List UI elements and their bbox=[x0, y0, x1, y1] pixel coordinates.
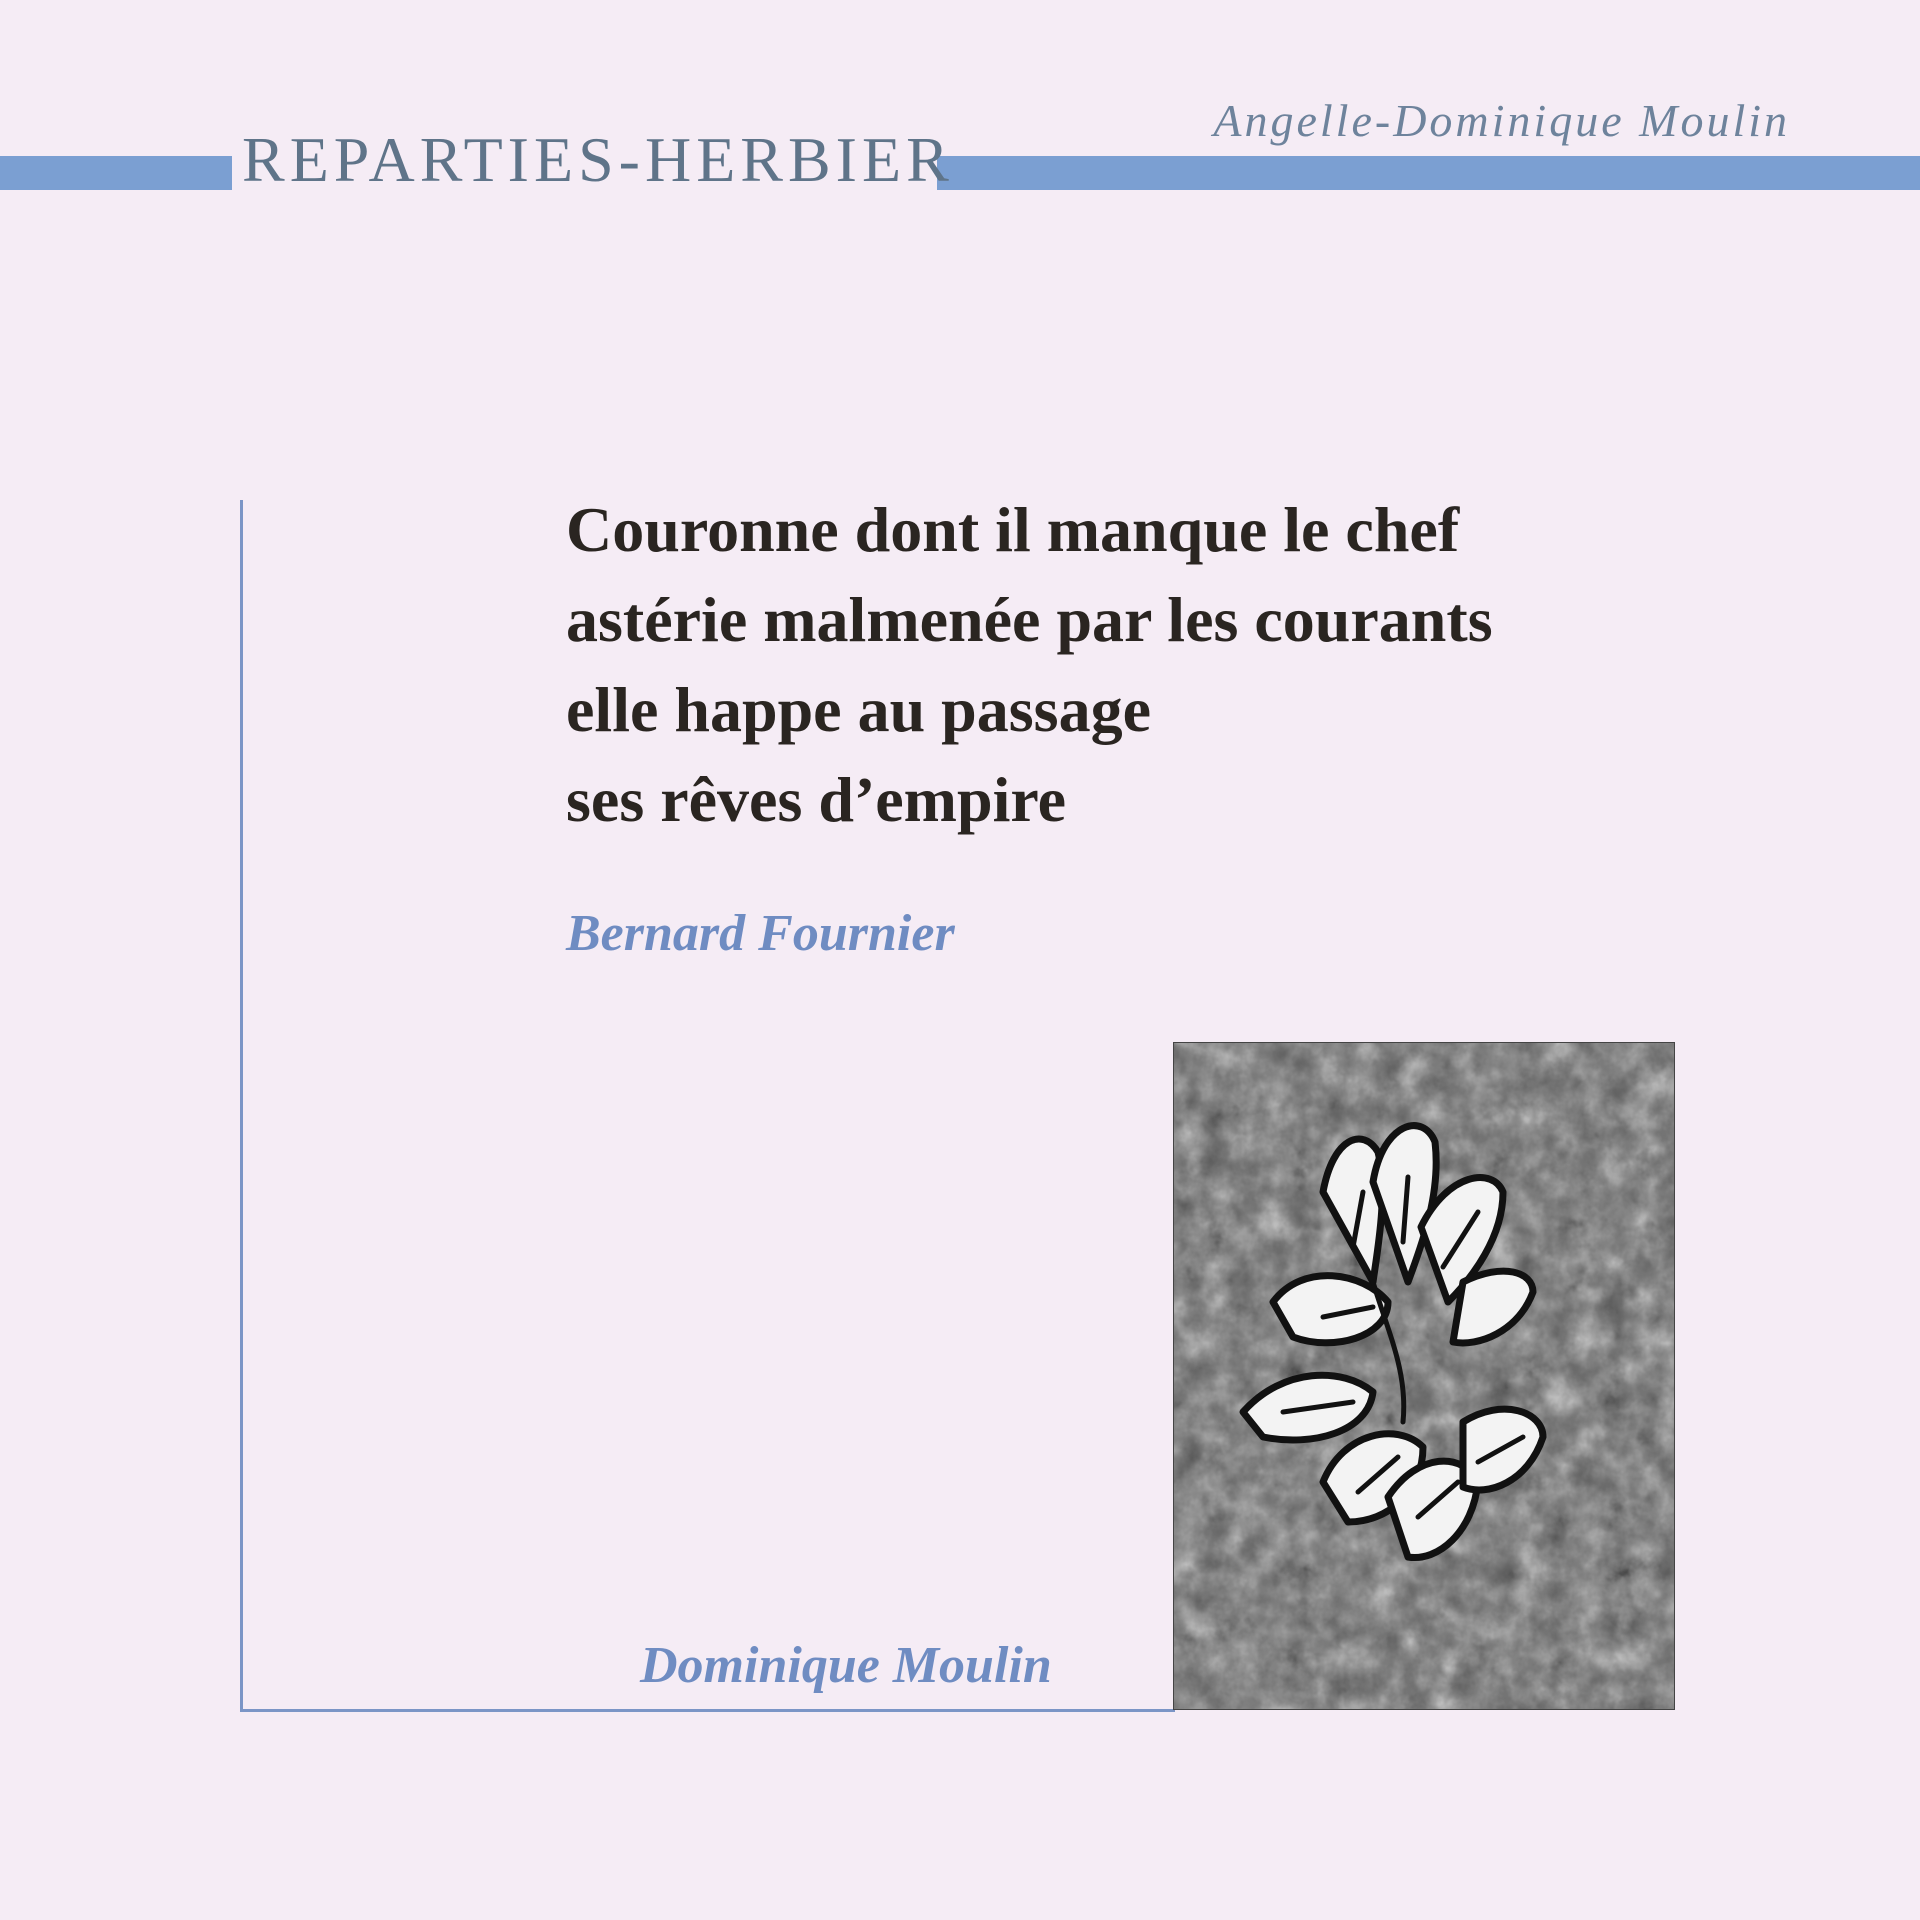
poem-line-1: Couronne dont il manque le chef bbox=[566, 494, 1460, 565]
collection-title: REPARTIES-HERBIER bbox=[242, 124, 954, 195]
poem-author: Bernard Fournier bbox=[566, 905, 955, 962]
poem-line-4: ses rêves d’empire bbox=[566, 764, 1066, 835]
poem-line-2: astérie malmenée par les courants bbox=[566, 584, 1493, 655]
flower-print-artwork bbox=[1173, 1042, 1675, 1710]
poem-line-3: elle happe au passage bbox=[566, 674, 1151, 745]
illustrator-name: Dominique Moulin bbox=[640, 1637, 1052, 1694]
series-author: Angelle-Dominique Moulin bbox=[1213, 95, 1790, 146]
frame-horizontal-rule bbox=[240, 1709, 1175, 1712]
header-band-right bbox=[937, 156, 1920, 190]
poem bbox=[566, 485, 1493, 845]
header-band-left bbox=[0, 156, 232, 190]
frame-vertical-rule bbox=[240, 500, 243, 1712]
flower-print-icon bbox=[1173, 1042, 1675, 1710]
